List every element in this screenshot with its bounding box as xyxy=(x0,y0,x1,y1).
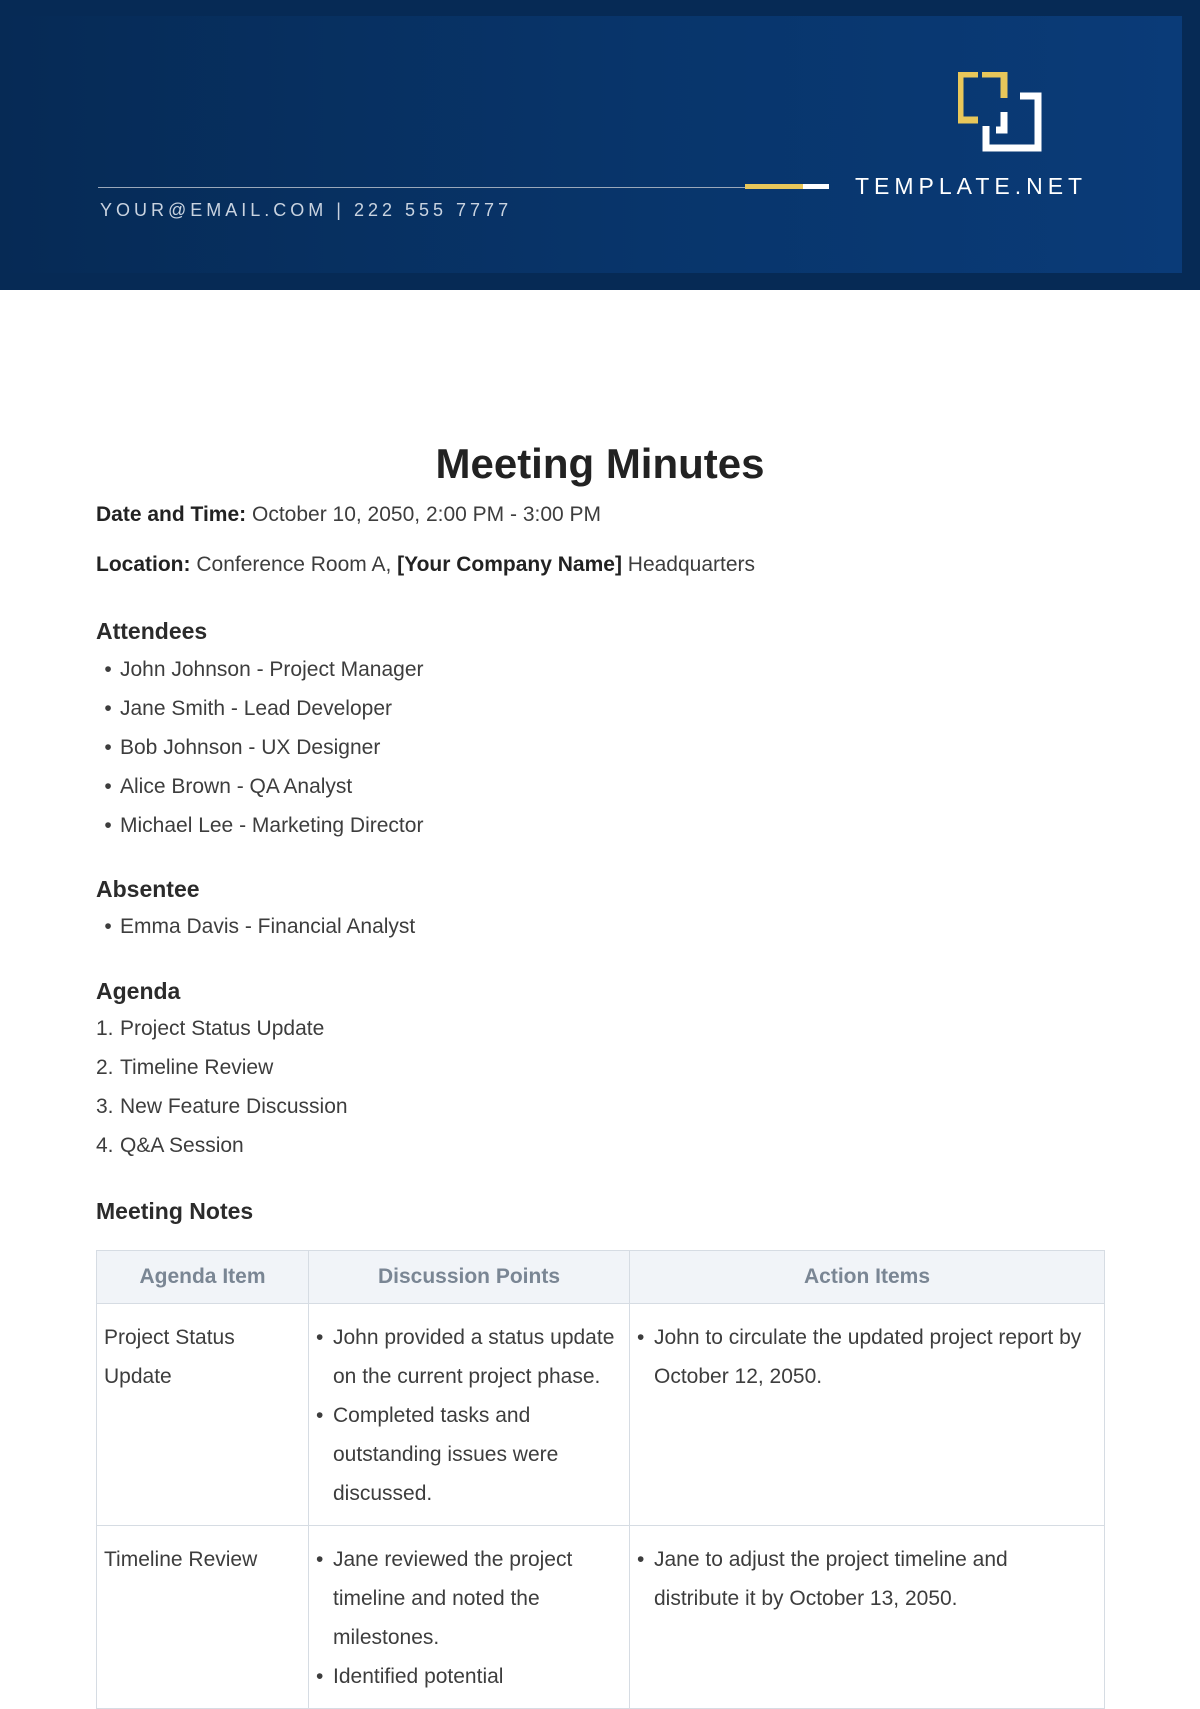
meeting-notes-heading: Meeting Notes xyxy=(96,1198,254,1224)
table-row xyxy=(97,1304,1105,1526)
location-suffix: Headquarters xyxy=(627,553,756,576)
list-item: • Bob Johnson - UX Designer xyxy=(96,728,424,767)
column-header: Action Items xyxy=(630,1251,1105,1304)
list-item: • Jane to adjust the project timeline and distribute it by October 13, 2050. xyxy=(637,1540,1097,1618)
list-item: • Identified potential xyxy=(316,1657,622,1696)
logo-wordmark: TEMPLATE.NET xyxy=(855,173,1088,199)
table-header-row xyxy=(97,1251,1105,1304)
bracket-logo-icon xyxy=(958,72,1042,152)
location-value: Conference Room A, xyxy=(196,553,392,576)
item-label: Project Status Update xyxy=(120,1017,325,1040)
action-cell xyxy=(630,1304,1105,1526)
absentee-heading: Absentee xyxy=(96,876,200,902)
item-number: 1. xyxy=(96,1017,114,1040)
action-list xyxy=(637,1318,1097,1396)
date-time-line xyxy=(96,503,601,527)
action-list xyxy=(637,1540,1097,1618)
table-row xyxy=(97,1526,1105,1709)
gold-accent-bar xyxy=(745,184,803,189)
location-line xyxy=(96,553,755,577)
item-label: New Feature Discussion xyxy=(120,1095,348,1118)
agenda-item-cell: Timeline Review xyxy=(97,1526,309,1709)
list-item xyxy=(96,1126,348,1165)
agenda-item-cell: Project Status Update xyxy=(97,1304,309,1526)
attendees-heading: Attendees xyxy=(96,618,208,644)
list-item: • Emma Davis - Financial Analyst xyxy=(96,907,415,946)
attendees-list xyxy=(96,650,424,845)
agenda-heading: Agenda xyxy=(96,978,181,1004)
list-item xyxy=(96,1048,348,1087)
list-item: • Michael Lee - Marketing Director xyxy=(96,806,424,845)
action-cell xyxy=(630,1526,1105,1709)
list-item: • John provided a status update on the current project phase. xyxy=(316,1318,622,1396)
list-item xyxy=(96,1087,348,1126)
discussion-list xyxy=(316,1540,622,1696)
company-name-placeholder: [Your Company Name] xyxy=(397,553,622,576)
list-item: • Completed tasks and outstanding issues were discussed. xyxy=(316,1396,622,1513)
column-header: Discussion Points xyxy=(309,1251,630,1304)
contact-info: YOUR@EMAIL.COM | 222 555 7777 xyxy=(100,200,513,220)
page-title: Meeting Minutes xyxy=(435,440,765,487)
column-header: Agenda Item xyxy=(97,1251,309,1304)
meeting-notes-table xyxy=(96,1250,1105,1709)
item-number: 2. xyxy=(96,1056,114,1079)
item-label: Timeline Review xyxy=(120,1056,274,1079)
item-number: 3. xyxy=(96,1095,114,1118)
header-divider xyxy=(98,187,748,188)
list-item: • Alice Brown - QA Analyst xyxy=(96,767,424,806)
list-item: • Jane reviewed the project timeline and noted the milestones. xyxy=(316,1540,622,1657)
date-time-label: Date and Time: xyxy=(96,503,247,526)
list-item: • John Johnson - Project Manager xyxy=(96,650,424,689)
discussion-list xyxy=(316,1318,622,1513)
date-time-value: October 10, 2050, 2:00 PM - 3:00 PM xyxy=(252,503,602,526)
item-label: Q&A Session xyxy=(120,1134,244,1157)
list-item xyxy=(96,1009,348,1048)
list-item: • Jane Smith - Lead Developer xyxy=(96,689,424,728)
discussion-cell xyxy=(309,1304,630,1526)
location-label: Location: xyxy=(96,553,191,576)
absentee-list xyxy=(96,907,415,946)
discussion-cell xyxy=(309,1526,630,1709)
agenda-list xyxy=(96,1009,348,1165)
white-accent-bar xyxy=(803,184,829,189)
list-item: • John to circulate the updated project report by October 12, 2050. xyxy=(637,1318,1097,1396)
item-number: 4. xyxy=(96,1134,114,1157)
